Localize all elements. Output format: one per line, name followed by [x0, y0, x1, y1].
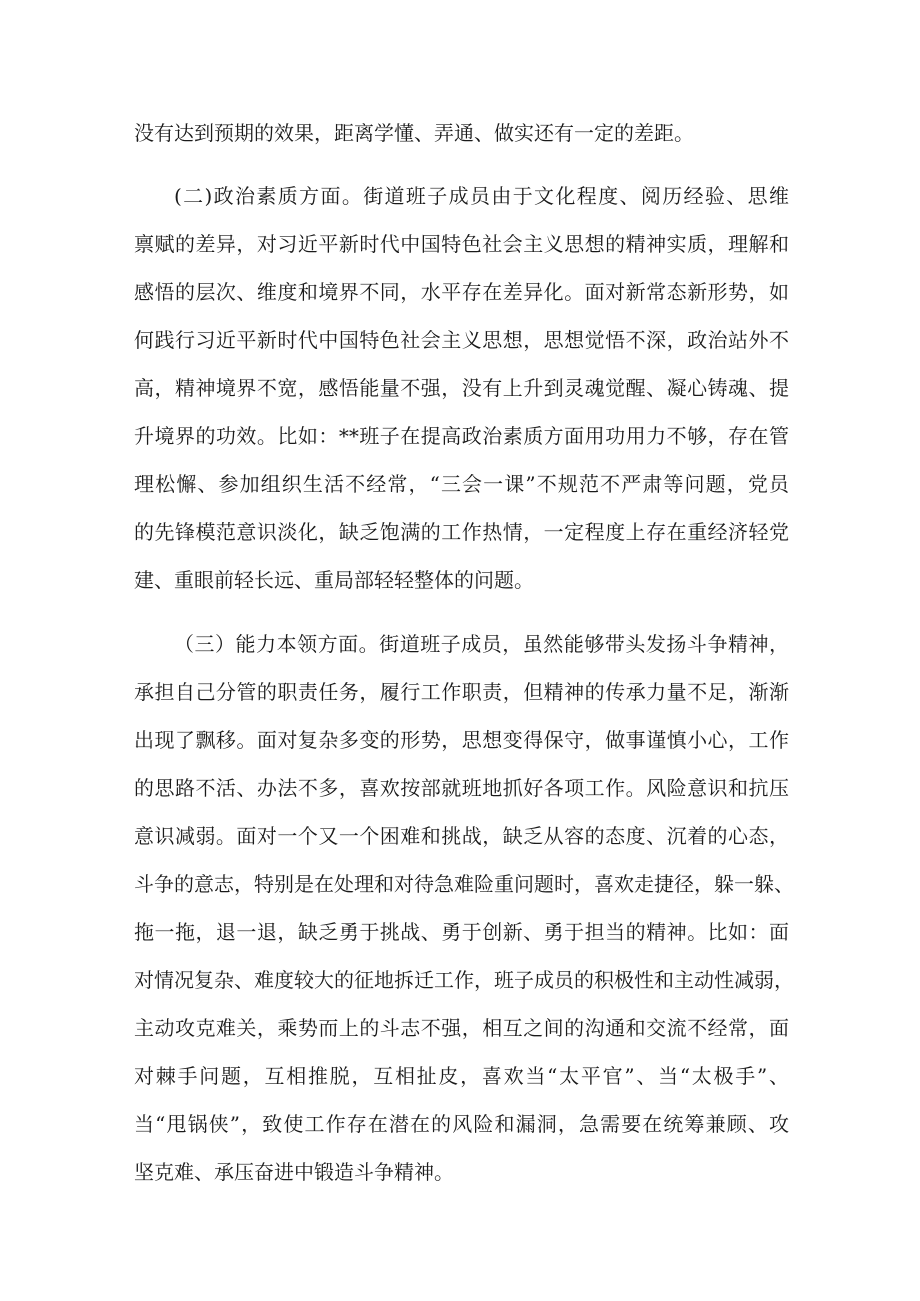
paragraph-3-line-10: 对棘手问题，互相推脱，互相扯皮，喜欢当“太平官”、当“太极手”、 [134, 1064, 789, 1088]
paragraph-3-line-9: 主动攻克难关，乘势而上的斗志不强，相互之间的沟通和交流不经常，面 [134, 1016, 789, 1040]
paragraph-2-line-1: (二)政治素质方面。街道班子成员由于文化程度、阅历经验、思维 [174, 184, 789, 208]
paragraph-2-line-6: 升境界的功效。比如：**班子在提高政治素质方面用功用力不够，存在管 [134, 424, 789, 448]
paragraph-3-line-2: 承担自己分管的职责任务，履行工作职责，但精神的传承力量不足，渐渐 [134, 680, 789, 704]
paragraph-2-line-9: 建、重眼前轻长远、重局部轻轻整体的问题。 [134, 568, 534, 592]
paragraph-3-line-8: 对情况复杂、难度较大的征地拆迁工作，班子成员的积极性和主动性减弱， [134, 968, 794, 992]
paragraph-3-line-5: 意识减弱。面对一个又一个困难和挑战，缺乏从容的态度、沉着的心态， [134, 824, 789, 848]
paragraph-3-line-12: 坚克难、承压奋进中锻造斗争精神。 [134, 1160, 454, 1184]
paragraph-3-line-4: 的思路不活、办法不多，喜欢按部就班地抓好各项工作。风险意识和抗压 [134, 776, 789, 800]
paragraph-2-line-3: 感悟的层次、维度和境界不同，水平存在差异化。面对新常态新形势，如 [134, 280, 789, 304]
paragraph-2-line-5: 高，精神境界不宽，感悟能量不强，没有上升到灵魂觉醒、凝心铸魂、提 [134, 376, 789, 400]
paragraph-3-line-6: 斗争的意志，特别是在处理和对待急难险重问题时，喜欢走捷径，躲一躲、 [134, 872, 794, 896]
paragraph-2-line-2: 禀赋的差异，对习近平新时代中国特色社会主义思想的精神实质，理解和 [134, 232, 789, 256]
paragraph-3-line-11: 当“甩锅侠”，致使工作存在潜在的风险和漏洞，急需要在统筹兼顾、攻 [134, 1112, 789, 1136]
paragraph-2-line-4: 何践行习近平新时代中国特色社会主义思想，思想觉悟不深，政治站外不 [134, 328, 789, 352]
paragraph-3-line-1: （三）能力本领方面。街道班子成员，虽然能够带头发扬斗争精神， [174, 632, 789, 656]
paragraph-2-line-7: 理松懈、参加组织生活不经常，“三会一课”不规范不严肃等问题，党员 [134, 472, 789, 496]
paragraph-1-line-1: 没有达到预期的效果，距离学懂、弄通、做实还有一定的差距。 [134, 121, 694, 145]
paragraph-2-line-8: 的先锋模范意识淡化，缺乏饱满的工作热情，一定程度上存在重经济轻党 [134, 520, 789, 544]
paragraph-3-line-3: 出现了飘移。面对复杂多变的形势，思想变得保守，做事谨慎小心，工作 [134, 728, 789, 752]
paragraph-3-line-7: 拖一拖，退一退，缺乏勇于挑战、勇于创新、勇于担当的精神。比如：面 [134, 920, 789, 944]
